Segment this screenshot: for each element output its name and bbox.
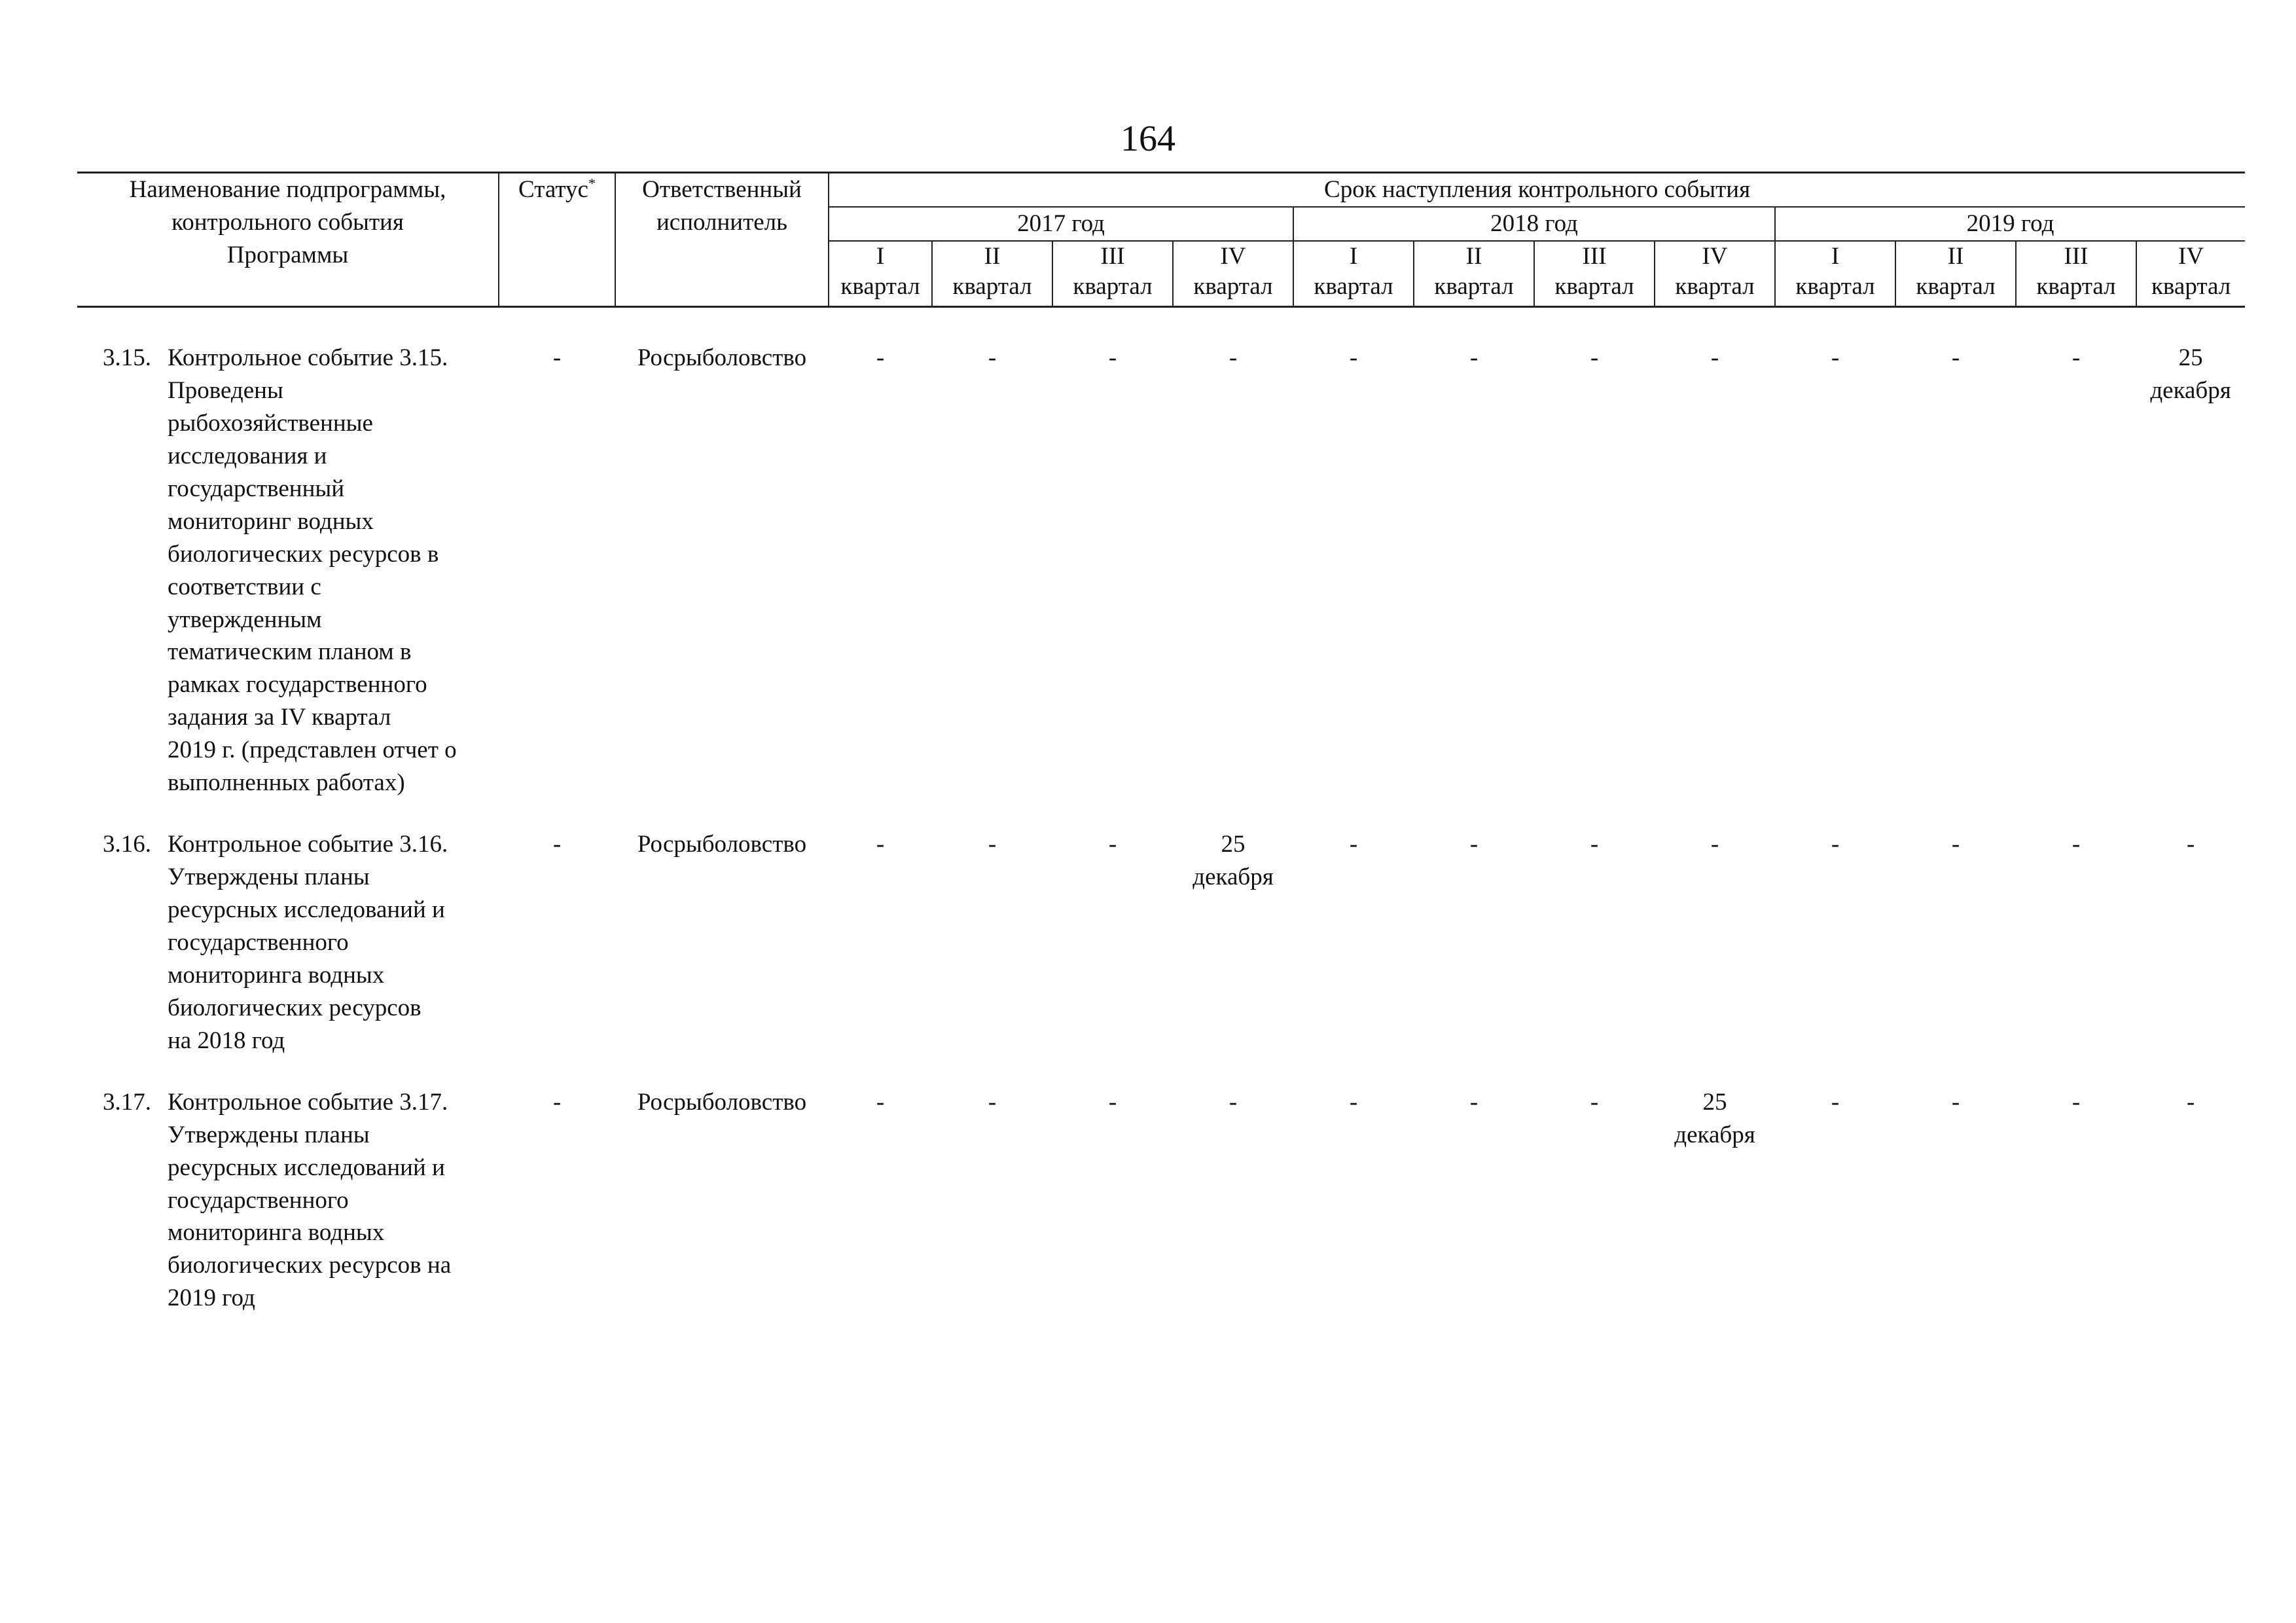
quarter-cell: - bbox=[1108, 1088, 1117, 1116]
executor-cell: Росрыболовство bbox=[637, 1088, 807, 1116]
table-row bbox=[77, 342, 2245, 828]
quarter-cell: - bbox=[1349, 1088, 1358, 1116]
header-quarter: I квартал bbox=[1775, 241, 1895, 307]
quarter-cell: - bbox=[1229, 344, 1238, 371]
quarter-cell: - bbox=[2186, 831, 2195, 858]
quarter-cell: - bbox=[1469, 831, 1479, 858]
quarter-cell: - bbox=[1951, 1088, 1960, 1116]
quarter-cell: - bbox=[1469, 1088, 1479, 1116]
event-title: Контрольное событие 3.15. Проведены рыбохозяйственные исследования и государственный мониторинг водных биологических ресурсов в соответствии с утвержденным тематическим планом в рамках государственного задания за IV квартал 2019 г. (представлен отчет о выполненных работах) bbox=[168, 344, 457, 797]
header-quarter: IV квартал bbox=[2136, 241, 2245, 307]
header-year-2019: 2019 год bbox=[1775, 207, 2245, 241]
quarter-cell: - bbox=[2072, 1088, 2081, 1116]
quarter-cell: - bbox=[876, 344, 885, 371]
header-quarter: II квартал bbox=[932, 241, 1052, 307]
quarter-cell: - bbox=[1108, 344, 1117, 371]
table-row bbox=[77, 828, 2245, 1086]
quarter-cell: - bbox=[1831, 1088, 1840, 1116]
quarter-cell: - bbox=[1590, 344, 1599, 371]
quarter-cell: - bbox=[1951, 831, 1960, 858]
status-cell: - bbox=[552, 831, 562, 858]
quarter-cell: 25 декабря bbox=[1674, 1088, 1755, 1148]
quarter-cell: - bbox=[1590, 831, 1599, 858]
header-quarter: III квартал bbox=[1534, 241, 1655, 307]
event-cell bbox=[77, 1086, 499, 1344]
header-executor: Ответственный исполнитель bbox=[615, 173, 829, 307]
quarter-cell: - bbox=[988, 831, 997, 858]
event-cell bbox=[77, 828, 499, 1086]
quarter-cell: - bbox=[1349, 344, 1358, 371]
quarter-cell: - bbox=[1590, 1088, 1599, 1116]
control-events-table bbox=[77, 172, 2245, 1343]
header-quarter: I квартал bbox=[829, 241, 932, 307]
header-name: Наименование подпрограммы, контрольного события Программы bbox=[77, 173, 499, 307]
quarter-cell: - bbox=[1229, 1088, 1238, 1116]
executor-cell: Росрыболовство bbox=[637, 344, 807, 371]
header-quarter: III квартал bbox=[1052, 241, 1173, 307]
header-quarter: I квартал bbox=[1293, 241, 1414, 307]
header-quarter: IV квартал bbox=[1655, 241, 1775, 307]
quarter-cell: - bbox=[2072, 831, 2081, 858]
executor-cell: Росрыболовство bbox=[637, 831, 807, 858]
header-quarter: III квартал bbox=[2016, 241, 2136, 307]
event-number: 3.15. bbox=[103, 344, 151, 371]
header-year-2017: 2017 год bbox=[829, 207, 1293, 241]
quarter-cell: 25 декабря bbox=[1193, 831, 1274, 891]
header-year-2018: 2018 год bbox=[1293, 207, 1775, 241]
event-title: Контрольное событие 3.17. Утверждены планы ресурсных исследований и государственного мониторинга водных биологических ресурсов на 2019 год bbox=[168, 1088, 452, 1312]
quarter-cell: - bbox=[1951, 344, 1960, 371]
header-quarter: IV квартал bbox=[1173, 241, 1293, 307]
quarter-cell: - bbox=[876, 831, 885, 858]
table-row bbox=[77, 1086, 2245, 1344]
quarter-cell: - bbox=[2186, 1088, 2195, 1116]
event-title: Контрольное событие 3.16. Утверждены планы ресурсных исследований и государственного мониторинга водных биологических ресурсов на 2018 год bbox=[168, 831, 448, 1054]
header-quarter: II квартал bbox=[1895, 241, 2016, 307]
event-cell bbox=[77, 342, 499, 828]
quarter-cell: - bbox=[1831, 831, 1840, 858]
event-number: 3.17. bbox=[103, 1088, 151, 1116]
status-cell: - bbox=[552, 1088, 562, 1116]
header-deadline: Срок наступления контрольного события bbox=[829, 173, 2245, 208]
quarter-cell: - bbox=[2072, 344, 2081, 371]
status-cell: - bbox=[552, 344, 562, 371]
quarter-cell: - bbox=[1710, 831, 1719, 858]
quarter-cell: - bbox=[1710, 344, 1719, 371]
header-status: Статус* bbox=[499, 173, 615, 307]
quarter-cell: - bbox=[1108, 831, 1117, 858]
quarter-cell: - bbox=[876, 1088, 885, 1116]
quarter-cell: 25 декабря bbox=[2150, 344, 2231, 404]
quarter-cell: - bbox=[1831, 344, 1840, 371]
quarter-cell: - bbox=[1469, 344, 1479, 371]
quarter-cell: - bbox=[1349, 831, 1358, 858]
header-quarter: II квартал bbox=[1414, 241, 1534, 307]
event-number: 3.16. bbox=[103, 831, 151, 858]
quarter-cell: - bbox=[988, 344, 997, 371]
quarter-cell: - bbox=[988, 1088, 997, 1116]
page-number: 164 bbox=[1121, 119, 1175, 159]
